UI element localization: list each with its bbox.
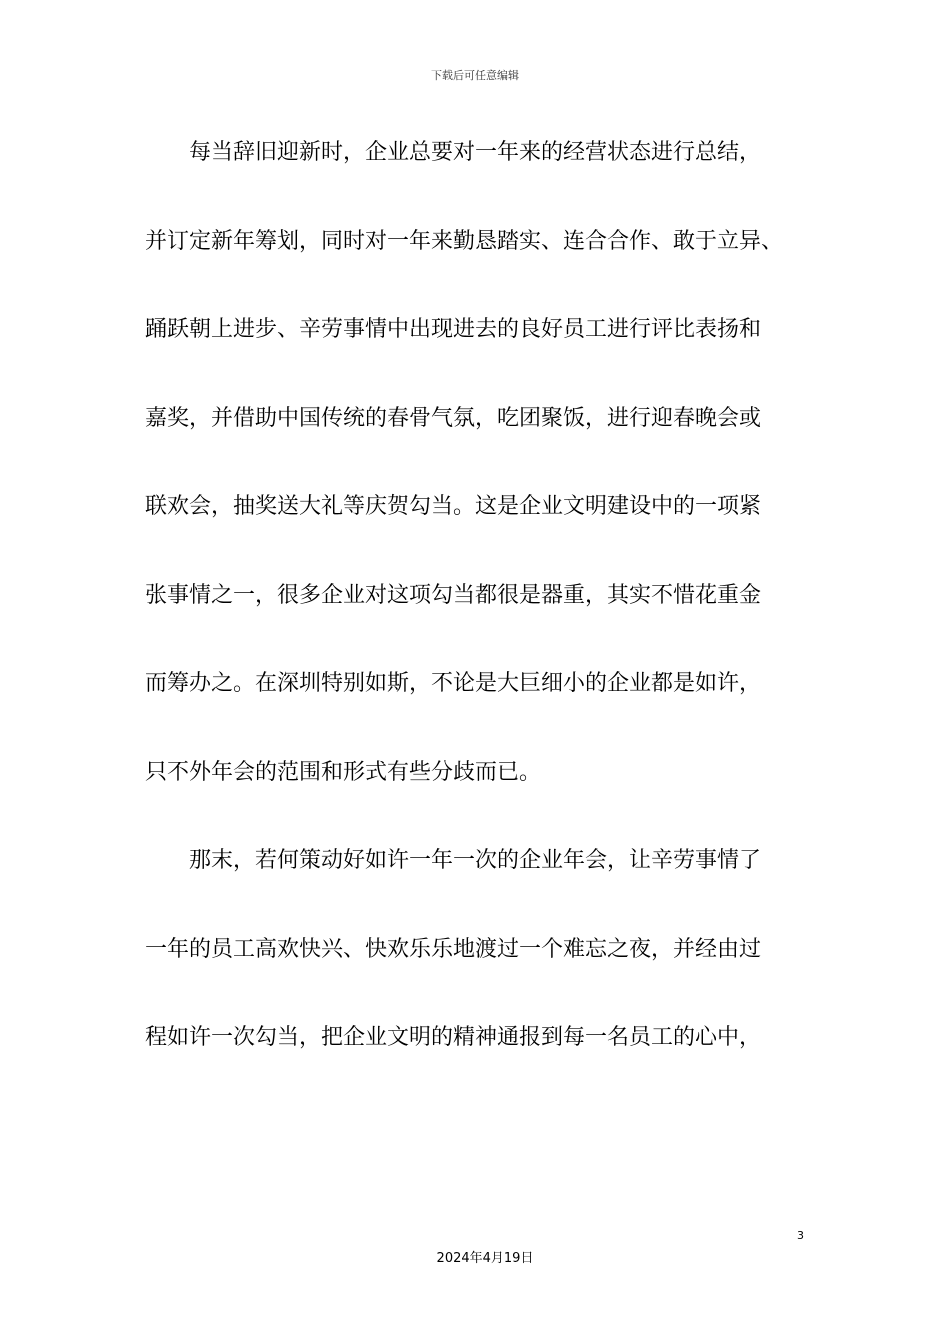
paragraph-1-line-7: 而筹办之。在深圳特别如斯，不论是大巨细小的企业都是如许， [145,671,762,696]
document-body [145,131,825,1105]
page-header: 下载后可任意编辑 [431,69,519,82]
paragraph-1-line-1: 每当辞旧迎新时，企业总要对一年来的经营状态进行总结， [189,140,762,165]
paragraph-2-line-1: 那末，若何策动好如许一年一次的企业年会，让辛劳事情了 [189,848,762,873]
paragraph-2-line-3: 程如许一次勾当，把企业文明的精神通报到每一名员工的心中， [145,1025,762,1050]
paragraph-1-line-5: 联欢会，抽奖送大礼等庆贺勾当。这是企业文明建设中的一项紧 [145,494,762,519]
paragraph-1-line-8: 只不外年会的范围和形式有些分歧而已。 [145,759,542,785]
footer-date: 2024年4月19日 [436,1251,534,1266]
paragraph-1-line-6: 张事情之一，很多企业对这项勾当都很是器重，其实不惜花重金 [145,582,762,608]
paragraph-2-line-2: 一年的员工高欢快兴、快欢乐乐地渡过一个难忘之夜，并经由过 [145,936,762,962]
page-number: 3 [797,1229,804,1242]
paragraph-1-line-4: 嘉奖，并借助中国传统的春骨气氛，吃团聚饭，进行迎春晚会或 [145,405,762,431]
paragraph-1-line-2: 并订定新年筹划，同时对一年来勤恳踏实、连合合作、敢于立异、 [145,228,784,254]
paragraph-1-line-3: 踊跃朝上进步、辛劳事情中出现进去的良好员工进行评比表扬和 [145,317,762,342]
